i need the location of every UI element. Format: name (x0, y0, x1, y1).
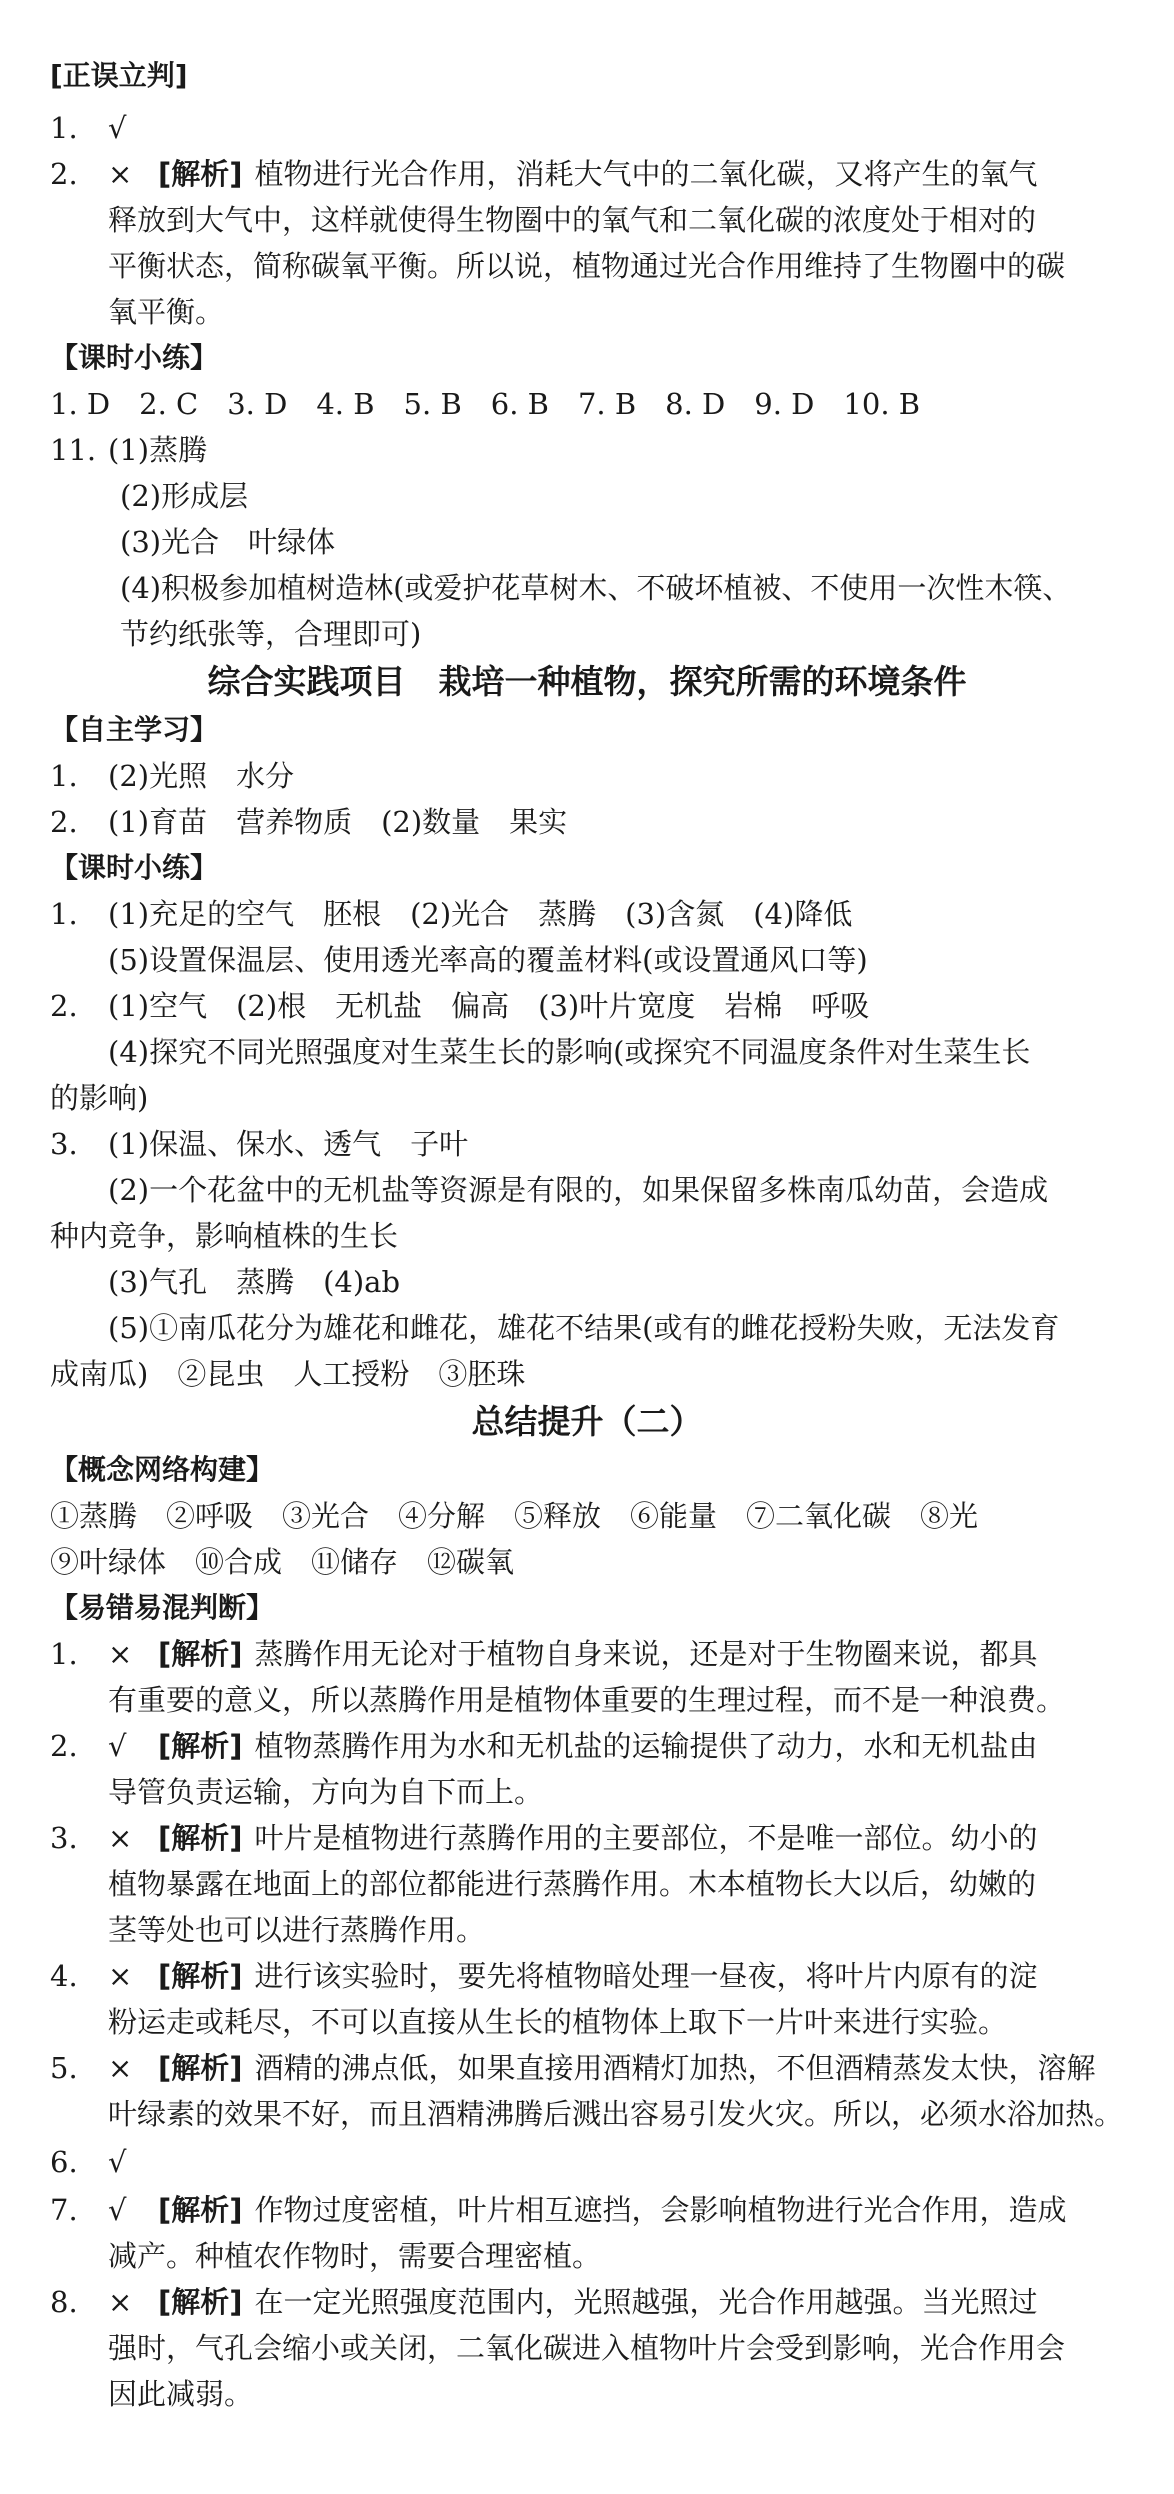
analysis-text: 蒸腾作用无论对于植物自身来说，还是对于生物圈来说，都具 (254, 1637, 1038, 1671)
section-heading-zwlp: [正误立判] (50, 59, 188, 92)
answer-ycyh-8 (50, 2278, 1174, 2326)
answer-zwlp-2 (50, 150, 1174, 198)
cross-mark: × (108, 157, 133, 191)
check-mark: √ (108, 2193, 127, 2227)
answer-ycyh-1 (50, 1630, 1174, 1678)
cross-mark: × (108, 1821, 133, 1855)
analysis-text: 导管负责运输，方向为自下而上。 (108, 1775, 544, 1809)
question-number: 1. (50, 1637, 78, 1671)
section-heading-ks2: 【课时小练】 (50, 851, 219, 884)
analysis-label: [解析] (158, 1637, 243, 1671)
question-number: 5. (50, 2051, 78, 2085)
question-number: 3. (50, 1821, 78, 1855)
section-heading-ycyh: 【易错易混判断】 (50, 1591, 275, 1624)
answer-text: (2)形成层 (120, 479, 249, 513)
analysis-text: 氧平衡。 (108, 295, 225, 329)
answer-text: (1)空气 (2)根 无机盐 偏高 (3)叶片宽度 岩棉 呼吸 (108, 989, 870, 1023)
analysis-label: [解析] (158, 1729, 243, 1763)
answer-ks1-11 (50, 426, 1174, 474)
analysis-text: 叶绿素的效果不好，而且酒精沸腾后溅出容易引发火灾。所以，必须水浴加热。 (108, 2097, 1124, 2131)
analysis-text: 茎等处也可以进行蒸腾作用。 (108, 1913, 486, 1947)
analysis-label: [解析] (158, 2285, 243, 2319)
section-heading-ks1: 【课时小练】 (50, 341, 219, 374)
analysis-label: [解析] (158, 157, 243, 191)
question-number: 8. (50, 2285, 78, 2319)
analysis-label: [解析] (158, 1821, 243, 1855)
concept-network-answers: ⑨叶绿体 ⑩合成 ⑪储存 ⑫碳氧 (50, 1545, 515, 1579)
question-number: 2. (50, 157, 78, 191)
answer-text: 节约纸张等，合理即可) (120, 617, 422, 651)
answer-text: 的影响) (50, 1081, 149, 1115)
answer-ycyh-3 (50, 1814, 1174, 1862)
answer-zzxx-2 (50, 798, 1174, 846)
analysis-text: 平衡状态，简称碳氧平衡。所以说，植物通过光合作用维持了生物圈中的碳 (108, 249, 1066, 283)
analysis-text: 酒精的沸点低，如果直接用酒精灯加热，不但酒精蒸发太快，溶解 (254, 2051, 1096, 2085)
analysis-text: 进行该实验时，要先将植物暗处理一昼夜，将叶片内原有的淀 (254, 1959, 1038, 1993)
analysis-text: 粉运走或耗尽，不可以直接从生长的植物体上取下一片叶来进行实验。 (108, 2005, 1008, 2039)
answer-text: (2)光照 水分 (108, 759, 295, 793)
question-number: 2. (50, 989, 78, 1023)
analysis-text: 减产。种植农作物时，需要合理密植。 (108, 2239, 602, 2273)
answer-ycyh-5 (50, 2044, 1174, 2092)
answer-text: (1)蒸腾 (108, 433, 208, 467)
question-number: 1. (50, 759, 78, 793)
check-mark: √ (108, 1729, 127, 1763)
answer-text: (1)育苗 营养物质 (2)数量 果实 (108, 805, 568, 839)
cross-mark: × (108, 1959, 133, 1993)
answer-text: (5)设置保温层、使用透光率高的覆盖材料(或设置通风口等) (108, 943, 868, 977)
analysis-text: 作物过度密植，叶片相互遮挡，会影响植物进行光合作用，造成 (254, 2193, 1067, 2227)
answer-text: (3)气孔 蒸腾 (4)ab (108, 1265, 401, 1299)
analysis-text: 在一定光照强度范围内，光照越强，光合作用越强。当光照过 (254, 2285, 1038, 2319)
analysis-label: [解析] (158, 1959, 243, 1993)
answer-text: (5)①南瓜花分为雄花和雌花，雄花不结果(或有的雌花授粉失败，无法发育 (108, 1311, 1060, 1345)
question-number: 6. (50, 2145, 78, 2179)
answer-ycyh-7 (50, 2186, 1174, 2234)
answer-zzxx-1 (50, 752, 1174, 800)
question-number: 11. (50, 433, 97, 467)
answer-text: (4)积极参加植树造林(或爱护花草树木、不破坏植被、不使用一次性木筷、 (120, 571, 1072, 605)
analysis-text: 叶片是植物进行蒸腾作用的主要部位，不是唯一部位。幼小的 (254, 1821, 1038, 1855)
question-number: 1. (50, 897, 78, 931)
cross-mark: × (108, 2285, 133, 2319)
answer-ycyh-4 (50, 1952, 1174, 2000)
summary-title: 总结提升（二） (471, 1402, 703, 1441)
cross-mark: × (108, 2051, 133, 2085)
question-number: 2. (50, 805, 78, 839)
section-heading-gnwl: 【概念网络构建】 (50, 1453, 275, 1486)
answer-text: (2)一个花盆中的无机盐等资源是有限的，如果保留多株南瓜幼苗，会造成 (108, 1173, 1049, 1207)
analysis-label: [解析] (158, 2051, 243, 2085)
analysis-label: [解析] (158, 2193, 243, 2227)
check-mark: √ (108, 2145, 127, 2179)
project-title: 综合实践项目 栽培一种植物，探究所需的环境条件 (207, 662, 967, 701)
answer-ycyh-2 (50, 1722, 1174, 1770)
question-number: 4. (50, 1959, 78, 1993)
analysis-text: 植物进行光合作用，消耗大气中的二氧化碳，又将产生的氧气 (254, 157, 1038, 191)
answer-text: (4)探究不同光照强度对生菜生长的影响(或探究不同温度条件对生菜生长 (108, 1035, 1031, 1069)
answer-ks2-1 (50, 890, 1174, 938)
answer-ks2-2 (50, 982, 1174, 1030)
check-mark: √ (108, 111, 127, 145)
choice-answers: 1. D 2. C 3. D 4. B 5. B 6. B 7. B 8. D 9. D 10. B (50, 387, 921, 421)
question-number: 7. (50, 2193, 78, 2227)
analysis-text: 有重要的意义，所以蒸腾作用是植物体重要的生理过程，而不是一种浪费。 (108, 1683, 1066, 1717)
analysis-text: 因此减弱。 (108, 2377, 254, 2411)
section-heading-zzxx: 【自主学习】 (50, 713, 219, 746)
analysis-text: 强时，气孔会缩小或关闭，二氧化碳进入植物叶片会受到影响，光合作用会 (108, 2331, 1066, 2365)
cross-mark: × (108, 1637, 133, 1671)
answer-text: (1)保温、保水、透气 子叶 (108, 1127, 469, 1161)
answer-text: 成南瓜) ②昆虫 人工授粉 ③胚珠 (50, 1357, 526, 1391)
answer-text: (3)光合 叶绿体 (120, 525, 336, 559)
question-number: 2. (50, 1729, 78, 1763)
concept-network-answers: ①蒸腾 ②呼吸 ③光合 ④分解 ⑤释放 ⑥能量 ⑦二氧化碳 ⑧光 (50, 1499, 979, 1533)
answer-ks2-3 (50, 1120, 1174, 1168)
question-number: 1. (50, 111, 78, 145)
analysis-text: 植物蒸腾作用为水和无机盐的运输提供了动力，水和无机盐由 (254, 1729, 1038, 1763)
answer-zwlp-1 (50, 104, 1174, 152)
analysis-text: 释放到大气中，这样就使得生物圈中的氧气和二氧化碳的浓度处于相对的 (108, 203, 1037, 237)
answer-text: (1)充足的空气 胚根 (2)光合 蒸腾 (3)含氮 (4)降低 (108, 897, 853, 931)
answer-ycyh-6 (50, 2138, 1174, 2186)
analysis-text: 植物暴露在地面上的部位都能进行蒸腾作用。木本植物长大以后，幼嫩的 (108, 1867, 1037, 1901)
question-number: 3. (50, 1127, 78, 1161)
answer-text: 种内竞争，影响植株的生长 (50, 1219, 399, 1253)
